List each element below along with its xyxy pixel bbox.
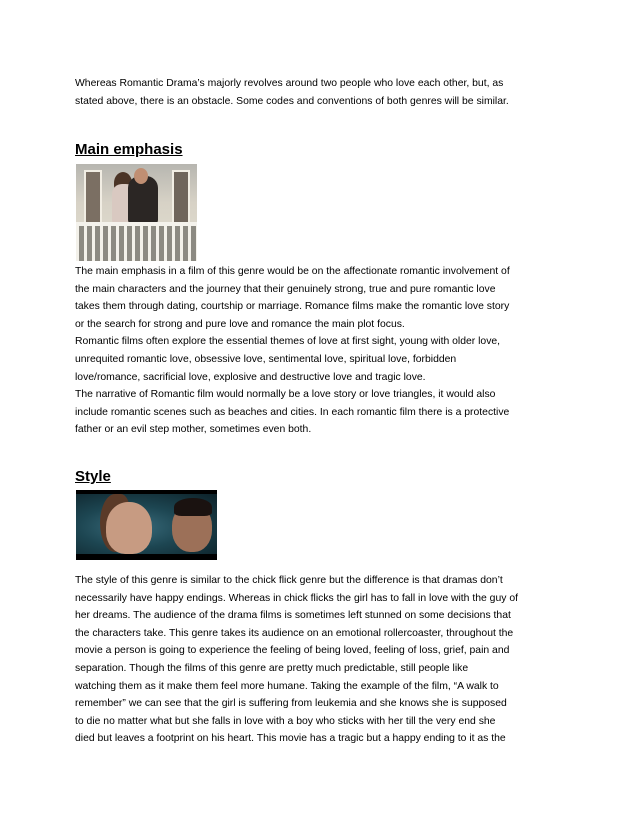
text-line: remember” we can see that the girl is suffering from leukemia and she knows she is supposed (75, 698, 507, 710)
text-line: movie a person is going to experience the feeling of being loved, feeling of loss, grief, pain and (75, 645, 510, 657)
style-paragraph (75, 572, 567, 748)
text-line: father or an evil step mother, sometimes even both. (75, 424, 312, 436)
text-line: watching them as it make them feel more humane. Taking the example of the film, “A walk to (75, 680, 499, 692)
main-emphasis-heading: Main emphasis (75, 141, 183, 158)
text-line: takes them through dating, courtship or marriage. Romance films make the romantic love story (75, 301, 510, 313)
text-line: include romantic scenes such as beaches and cities. In each romantic film there is a protective (75, 406, 510, 418)
text-line: Whereas Romantic Drama’s majorly revolves around two people who love each other, but, as (75, 78, 504, 89)
text-line: necessarily have happy endings. Whereas in chick flicks the girl has to fall in love with the guy of (75, 592, 518, 604)
romance-couple-image (76, 164, 197, 261)
text-line: The narrative of Romantic film would normally be a love story or love triangles, it would also (75, 389, 496, 401)
text-line: love/romance, sacrificial love, explosive and destructive love and tragic love. (75, 371, 426, 383)
style-heading: Style (75, 468, 111, 485)
text-line: The main emphasis in a film of this genre would be on the affectionate romantic involvement of (75, 266, 510, 277)
text-line: to die no matter what but she falls in love with a boy who sticks with her till the very end she (75, 715, 496, 727)
text-line: Romantic films often explore the essential themes of love at first sight, young with older love, (75, 336, 501, 348)
intro-paragraph (75, 75, 567, 110)
text-line: The style of this genre is similar to the chick flick genre but the difference is that dramas don’t (75, 575, 503, 586)
text-line: stated above, there is an obstacle. Some codes and conventions of both genres will be similar. (75, 95, 509, 107)
main-emphasis-paragraph (75, 263, 567, 439)
text-line: her dreams. The audience of the drama films is sometimes left stunned on some decisions that (75, 610, 511, 622)
text-line: the main characters and the journey that their genuinely strong, true and pure romantic love (75, 283, 496, 295)
text-line: unrequited romantic love, obsessive love, sentimental love, spiritual love, forbidden (75, 353, 457, 365)
film-still-image (76, 490, 217, 560)
text-line: separation. Though the films of this genre are pretty much predictable, still people like (75, 662, 469, 674)
text-line: or the search for strong and pure love and romance the main plot focus. (75, 318, 405, 330)
text-line: the characters take. This genre takes its audience on an emotional rollercoaster, throughout the (75, 627, 514, 639)
text-line: died but leaves a footprint on his heart. This movie has a tragic but a happy ending to it as the (75, 733, 506, 745)
